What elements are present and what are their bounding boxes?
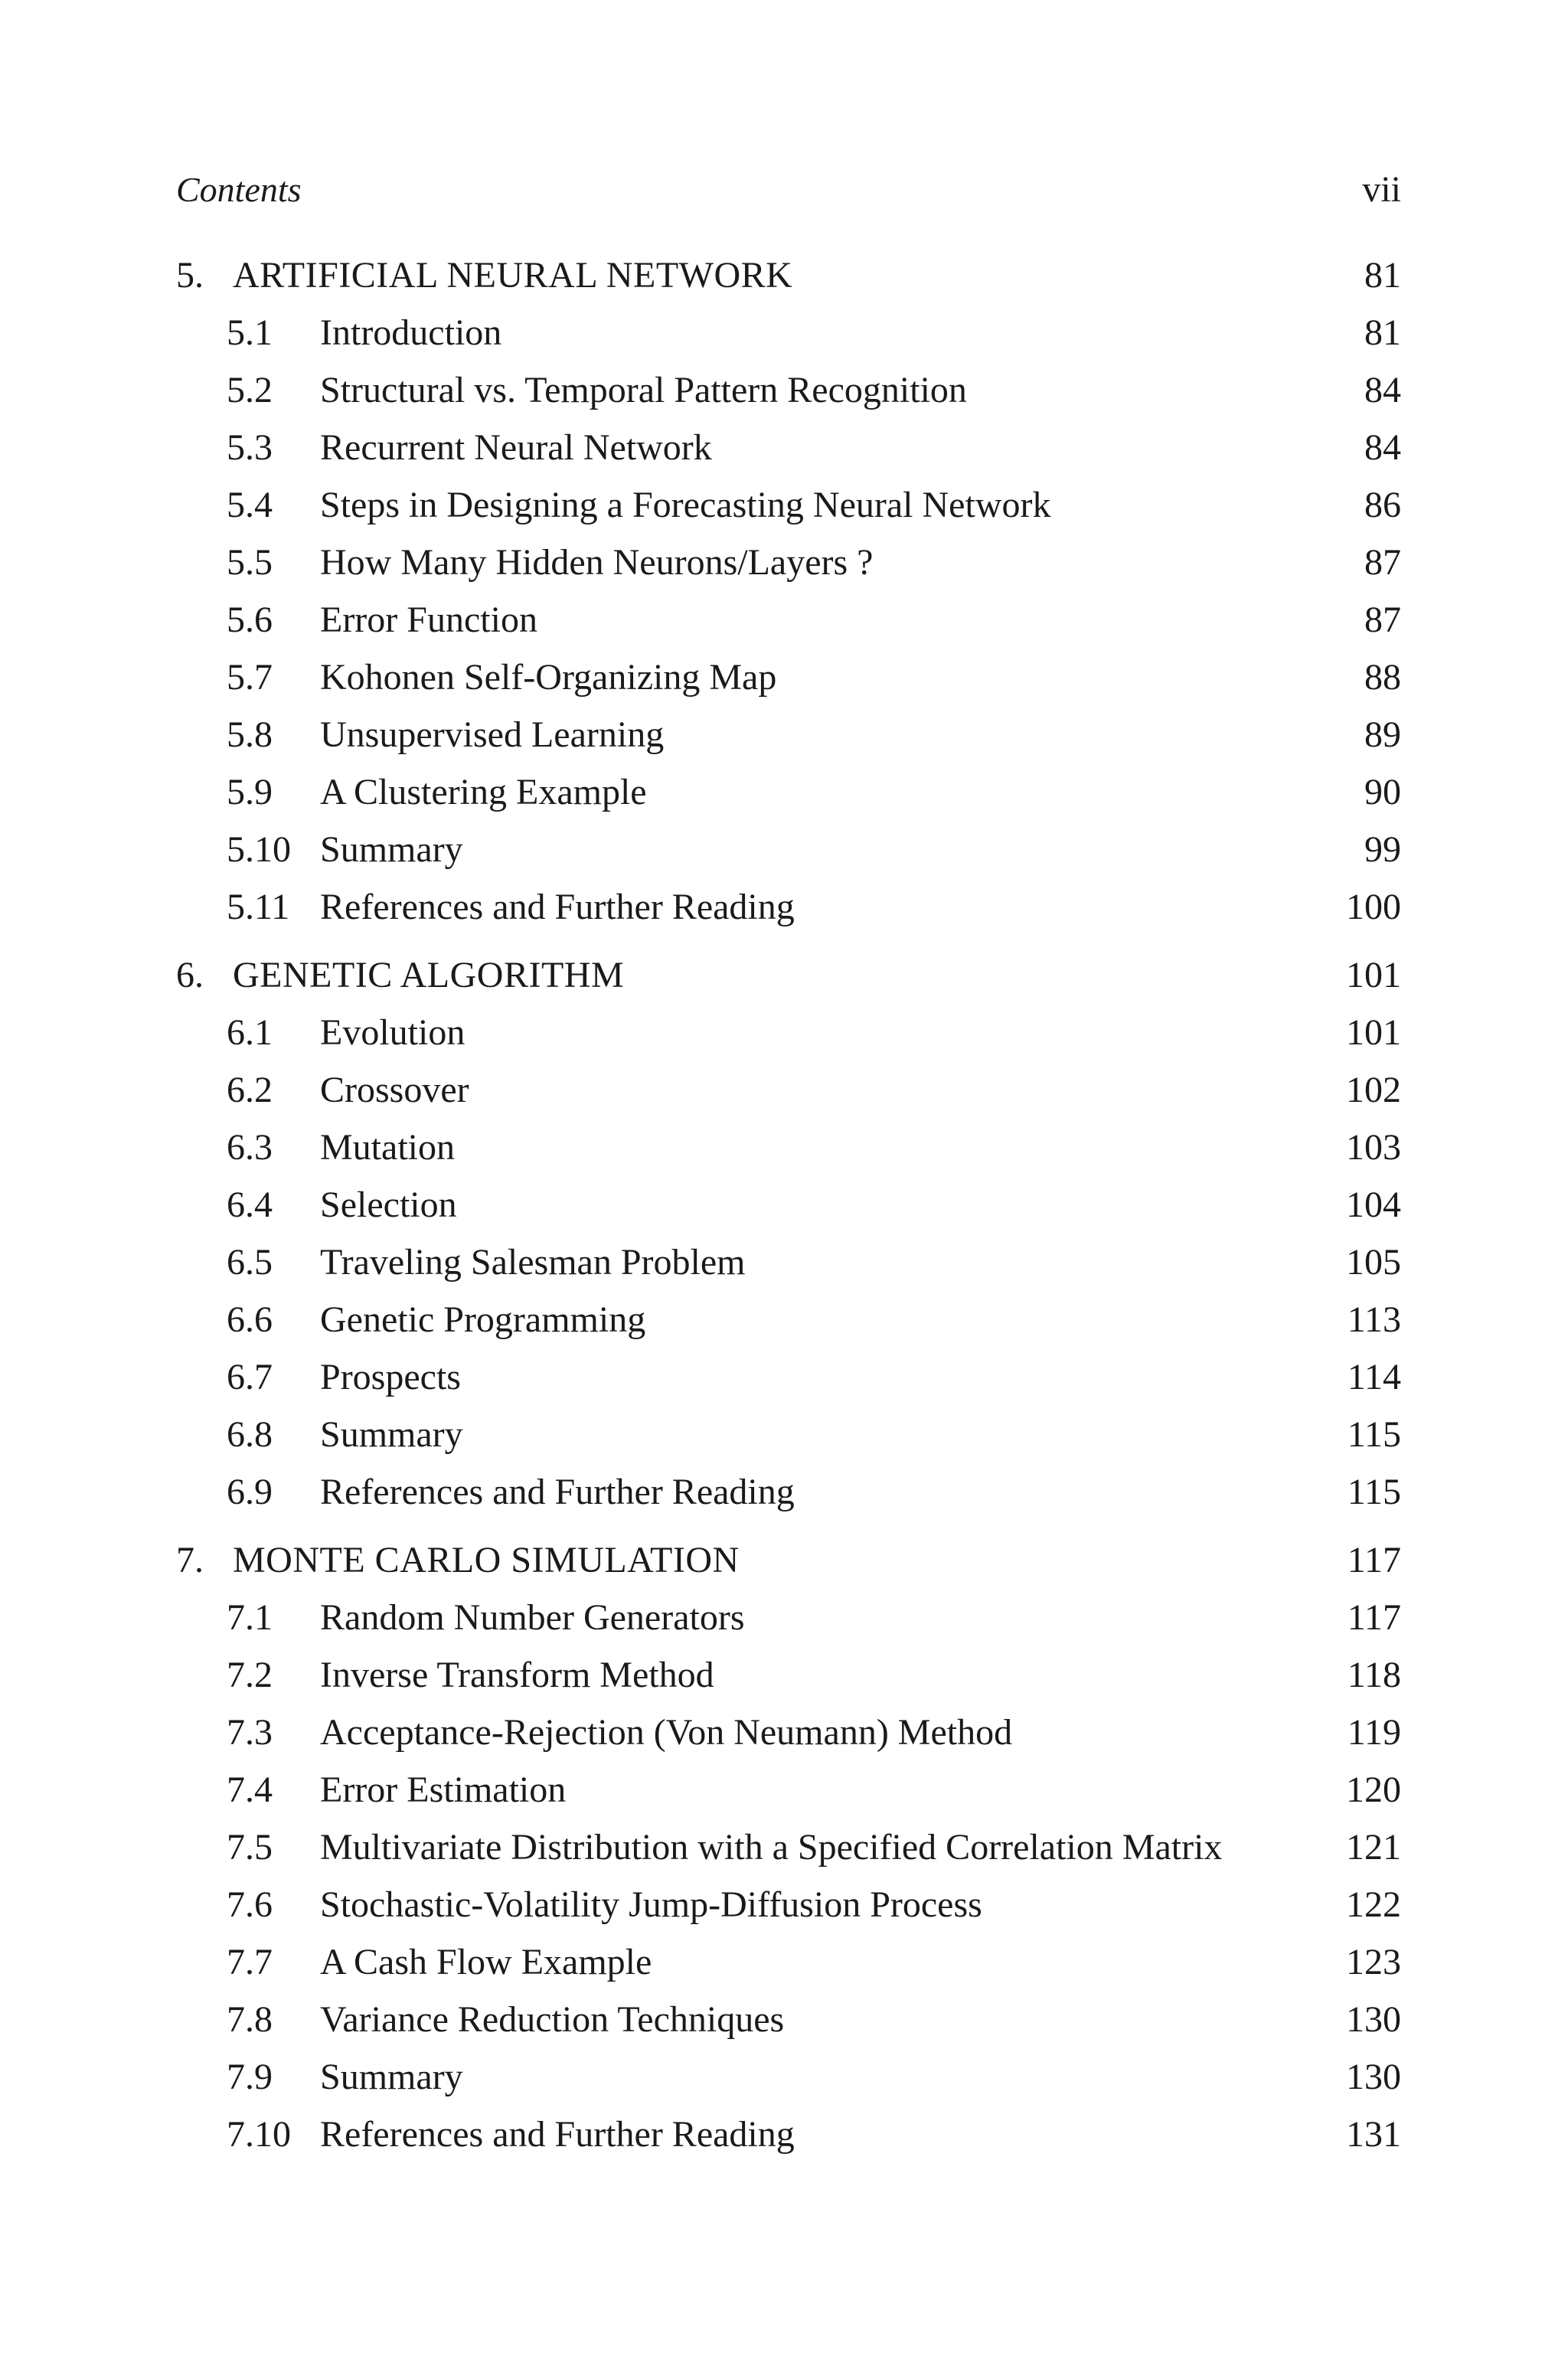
toc-section-entry[interactable]: [176, 2106, 1401, 2163]
section-number: 6.7: [227, 1357, 273, 1397]
section-page-number: 117: [1347, 1597, 1401, 1638]
chapter-number: 5.: [176, 255, 204, 296]
section-number: 6.6: [227, 1299, 273, 1340]
section-number: 7.10: [227, 2114, 291, 2155]
section-title: References and Further Reading: [320, 2114, 795, 2155]
toc-section-entry[interactable]: [176, 1406, 1401, 1463]
section-number: 7.6: [227, 1884, 273, 1925]
section-title: Summary: [320, 829, 463, 870]
toc-section-entry[interactable]: [176, 1234, 1401, 1291]
toc-section-entry[interactable]: [176, 419, 1401, 476]
toc-section-entry[interactable]: [176, 1348, 1401, 1406]
section-number: 6.3: [227, 1127, 273, 1168]
section-number: 7.7: [227, 1942, 273, 1982]
section-number: 7.1: [227, 1597, 273, 1638]
section-number: 5.6: [227, 600, 273, 640]
section-number: 5.2: [227, 370, 273, 410]
toc-section-entry[interactable]: [176, 1991, 1401, 2048]
section-page-number: 121: [1346, 1827, 1401, 1868]
section-page-number: 104: [1346, 1185, 1401, 1225]
section-number: 5.7: [227, 657, 273, 698]
toc-section-entry[interactable]: [176, 821, 1401, 878]
section-number: 5.3: [227, 427, 273, 468]
section-page-number: 122: [1346, 1884, 1401, 1925]
toc-chapter-entry[interactable]: [176, 1531, 1401, 1589]
toc-section-entry[interactable]: [176, 1061, 1401, 1119]
toc-section-entry[interactable]: [176, 1589, 1401, 1646]
section-number: 6.2: [227, 1070, 273, 1110]
chapter-number: 7.: [176, 1540, 204, 1580]
toc-section-entry[interactable]: [176, 304, 1401, 361]
section-title: Crossover: [320, 1070, 469, 1110]
section-title: Acceptance-Rejection (Von Neumann) Method: [320, 1712, 1013, 1753]
toc-section-entry[interactable]: [176, 534, 1401, 591]
toc-section-entry[interactable]: [176, 1704, 1401, 1761]
section-title: Error Estimation: [320, 1770, 567, 1810]
section-number: 7.9: [227, 2057, 273, 2097]
section-title: Recurrent Neural Network: [320, 427, 712, 468]
section-page-number: 113: [1347, 1299, 1401, 1340]
section-page-number: 100: [1346, 887, 1401, 927]
toc-section-entry[interactable]: [176, 649, 1401, 706]
section-title: Prospects: [320, 1357, 461, 1397]
section-title: Steps in Designing a Forecasting Neural Network: [320, 485, 1051, 525]
section-number: 6.9: [227, 1472, 273, 1512]
section-number: 5.11: [227, 887, 290, 927]
toc-chapter: [176, 1531, 1401, 2163]
chapter-page-number: 101: [1346, 955, 1401, 995]
section-title: A Cash Flow Example: [320, 1942, 652, 1982]
section-title: Variance Reduction Techniques: [320, 1999, 785, 2040]
section-page-number: 130: [1346, 2057, 1401, 2097]
running-header-title: Contents: [176, 170, 302, 209]
chapter-title: ARTIFICIAL NEURAL NETWORK: [233, 255, 793, 296]
section-title: Selection: [320, 1185, 457, 1225]
section-number: 6.4: [227, 1185, 273, 1225]
section-number: 7.3: [227, 1712, 273, 1753]
section-title: Mutation: [320, 1127, 455, 1168]
section-page-number: 89: [1364, 714, 1401, 755]
section-number: 7.5: [227, 1827, 273, 1868]
section-number: 6.5: [227, 1242, 273, 1283]
toc-section-entry[interactable]: [176, 2048, 1401, 2106]
toc-section-entry[interactable]: [176, 706, 1401, 763]
section-page-number: 130: [1346, 1999, 1401, 2040]
section-page-number: 102: [1346, 1070, 1401, 1110]
section-page-number: 119: [1347, 1712, 1401, 1753]
chapter-title: GENETIC ALGORITHM: [233, 955, 625, 995]
section-number: 6.8: [227, 1414, 273, 1455]
toc-section-entry[interactable]: [176, 1876, 1401, 1933]
section-number: 5.10: [227, 829, 291, 870]
section-page-number: 105: [1346, 1242, 1401, 1283]
section-page-number: 103: [1346, 1127, 1401, 1168]
section-title: Genetic Programming: [320, 1299, 646, 1340]
toc-section-entry[interactable]: [176, 1463, 1401, 1521]
page-number: vii: [1362, 169, 1401, 210]
toc-chapter-entry[interactable]: [176, 247, 1401, 304]
section-number: 5.4: [227, 485, 273, 525]
page-header: [176, 167, 1401, 213]
section-number: 5.5: [227, 542, 273, 583]
toc-section-entry[interactable]: [176, 361, 1401, 419]
toc-section-entry[interactable]: [176, 1176, 1401, 1234]
section-title: Multivariate Distribution with a Specified Correlation Matrix: [320, 1827, 1223, 1868]
section-page-number: 118: [1347, 1655, 1401, 1695]
section-title: Structural vs. Temporal Pattern Recognition: [320, 370, 967, 410]
section-title: Summary: [320, 2057, 463, 2097]
section-title: How Many Hidden Neurons/Layers ?: [320, 542, 874, 583]
toc-section-entry[interactable]: [176, 1004, 1401, 1061]
toc-section-entry[interactable]: [176, 591, 1401, 649]
chapter-title: MONTE CARLO SIMULATION: [233, 1540, 740, 1580]
section-title: Stochastic-Volatility Jump-Diffusion Process: [320, 1884, 982, 1925]
toc-section-entry[interactable]: [176, 476, 1401, 534]
section-title: Traveling Salesman Problem: [320, 1242, 746, 1283]
section-number: 5.1: [227, 312, 273, 353]
section-title: Kohonen Self-Organizing Map: [320, 657, 777, 698]
section-page-number: 81: [1364, 312, 1401, 353]
toc-chapter: [176, 247, 1401, 936]
section-number: 7.2: [227, 1655, 273, 1695]
toc-section-entry[interactable]: [176, 1819, 1401, 1876]
section-number: 7.8: [227, 1999, 273, 2040]
toc-chapter: [176, 946, 1401, 1521]
toc-section-entry[interactable]: [176, 1291, 1401, 1348]
section-page-number: 120: [1346, 1770, 1401, 1810]
section-page-number: 99: [1364, 829, 1401, 870]
section-number: 5.9: [227, 772, 273, 812]
section-page-number: 90: [1364, 772, 1401, 812]
section-page-number: 123: [1346, 1942, 1401, 1982]
section-title: References and Further Reading: [320, 887, 795, 927]
section-title: References and Further Reading: [320, 1472, 795, 1512]
table-of-contents: [176, 247, 1401, 2174]
section-page-number: 115: [1347, 1472, 1401, 1512]
section-page-number: 87: [1364, 600, 1401, 640]
chapter-number: 6.: [176, 955, 204, 995]
section-title: Random Number Generators: [320, 1597, 745, 1638]
section-page-number: 84: [1364, 370, 1401, 410]
toc-chapter-entry[interactable]: [176, 946, 1401, 1004]
toc-section-entry[interactable]: [176, 1119, 1401, 1176]
section-page-number: 131: [1346, 2114, 1401, 2155]
section-page-number: 114: [1347, 1357, 1401, 1397]
toc-section-entry[interactable]: [176, 763, 1401, 821]
toc-section-entry[interactable]: [176, 1646, 1401, 1704]
section-page-number: 86: [1364, 485, 1401, 525]
chapter-page-number: 81: [1364, 255, 1401, 296]
section-number: 7.4: [227, 1770, 273, 1810]
section-title: Introduction: [320, 312, 502, 353]
section-page-number: 101: [1346, 1012, 1401, 1053]
section-number: 6.1: [227, 1012, 273, 1053]
section-title: A Clustering Example: [320, 772, 647, 812]
section-title: Summary: [320, 1414, 463, 1455]
toc-section-entry[interactable]: [176, 1933, 1401, 1991]
section-title: Unsupervised Learning: [320, 714, 665, 755]
section-page-number: 87: [1364, 542, 1401, 583]
toc-section-entry[interactable]: [176, 1761, 1401, 1819]
section-page-number: 88: [1364, 657, 1401, 698]
toc-section-entry[interactable]: [176, 878, 1401, 936]
section-title: Inverse Transform Method: [320, 1655, 714, 1695]
section-title: Error Function: [320, 600, 537, 640]
section-page-number: 115: [1347, 1414, 1401, 1455]
section-number: 5.8: [227, 714, 273, 755]
section-title: Evolution: [320, 1012, 466, 1053]
chapter-page-number: 117: [1347, 1540, 1401, 1580]
section-page-number: 84: [1364, 427, 1401, 468]
